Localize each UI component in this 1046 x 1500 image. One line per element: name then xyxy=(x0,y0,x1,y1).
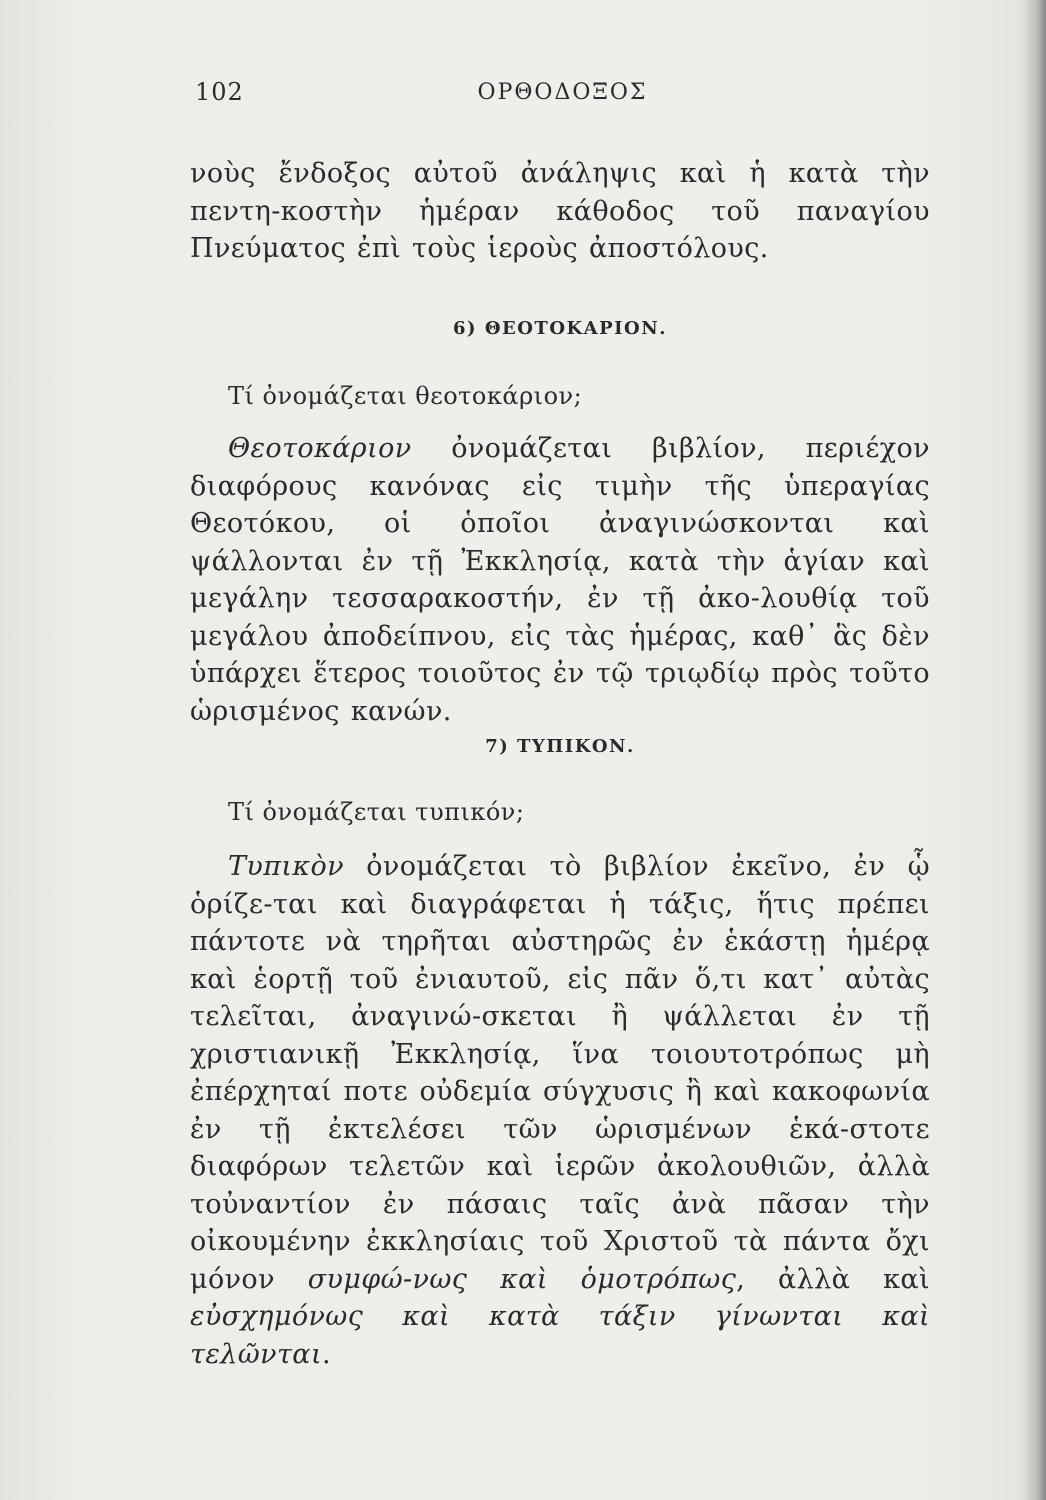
answer-typikon-italic-1: συμφώ-νως καὶ ὁμοτρόπως xyxy=(307,1263,737,1295)
question-theotokarion: Τί ὀνομάζεται θεοτοκάριον; xyxy=(228,382,583,410)
term-typikon: Τυπικὸν xyxy=(228,851,344,882)
intro-paragraph: νοὺς ἔνδοξος αὐτοῦ ἀνάληψις καὶ ἡ κατὰ τὴν πεντη-κοστὴν ἡμέραν κάθοδος τοῦ παναγίου Πνεύματος ἐπὶ τοὺς ἱεροὺς ἀποστόλους. xyxy=(190,158,930,264)
answer-typikon-italic-2: εὐσχημόνως καὶ κατὰ τάξιν γίνωνται καὶ τελῶνται xyxy=(190,1301,930,1370)
answer-typikon-final: . xyxy=(321,1338,331,1370)
page-header xyxy=(195,78,930,114)
question-typikon: Τί ὀνομάζεται τυπικόν; xyxy=(228,798,525,826)
answer-theotokarion xyxy=(190,430,930,730)
answer-theotokarion-text: ὀνομάζεται βιβλίον, περιέχον διαφόρους κανόνας εἰς τιμὴν τῆς ὑπεραγίας Θεοτόκου, οἱ ὁποῖοι ἀναγινώσκονται καὶ ψάλλονται ἐν τῇ Ἐκκλησίᾳ, κατὰ τὴν ἁγίαν καὶ μεγάλην τεσσαρακοστήν, ἐν τῇ ἀκο-λουθίᾳ τοῦ μεγάλου ἀποδείπνου, εἰς τὰς ἡμέρας, καθ᾽ ἃς δὲν ὑπάρχει ἕτερος τοιοῦτος ἐν τῷ τριῳδίῳ πρὸς τοῦτο ὡρισμένος κανών. xyxy=(190,433,930,727)
term-theotokarion: Θεοτοκάριον xyxy=(228,433,412,464)
running-title: ΟΡΘΟΔΟΞΟΣ xyxy=(477,80,648,105)
page-edge-shadow xyxy=(1024,0,1046,1500)
page-number: 102 xyxy=(195,78,244,106)
answer-typikon-mid: , ἀλλὰ καὶ xyxy=(736,1263,930,1295)
answer-typikon xyxy=(190,848,930,1373)
section-heading-typikon: 7) ΤΥΠΙΚΟΝ. xyxy=(485,736,635,757)
answer-typikon-text: ὀνομάζεται τὸ βιβλίον ἐκεῖνο, ἐν ᾧ ὁρίζε-ται καὶ διαγράφεται ἡ τάξις, ἥτις πρέπει πάντοτε νὰ τηρῆται αὐστηρῶς ἐν ἑκάστῃ ἡμέρᾳ καὶ ἑορτῇ τοῦ ἐνιαυτοῦ, εἰς πᾶν ὅ,τι κατ᾽ αὐτὰς τελεῖται, ἀναγινώ-σκεται ἢ ψάλλεται ἐν τῇ χριστιανικῇ Ἐκκλησίᾳ, ἵνα τοιουτοτρόπως μὴ ἐπέρχηταί ποτε οὐδεμία σύγχυσις ἢ καὶ κακοφωνία ἐν τῇ ἐκτελέσει τῶν ὡρισμένων ἑκά-στοτε διαφόρων τελετῶν καὶ ἱερῶν ἀκολουθιῶν, ἀλλὰ τοὐναντίον ἐν πάσαις ταῖς ἀνὰ πᾶσαν τὴν οἰκουμένην ἐκκλησίαις τοῦ Χριστοῦ τὰ πάντα ὄχι μόνον xyxy=(190,851,930,1295)
section-heading-theotokarion: 6) ΘΕΟΤΟΚΑΡΙΟΝ. xyxy=(453,318,667,339)
